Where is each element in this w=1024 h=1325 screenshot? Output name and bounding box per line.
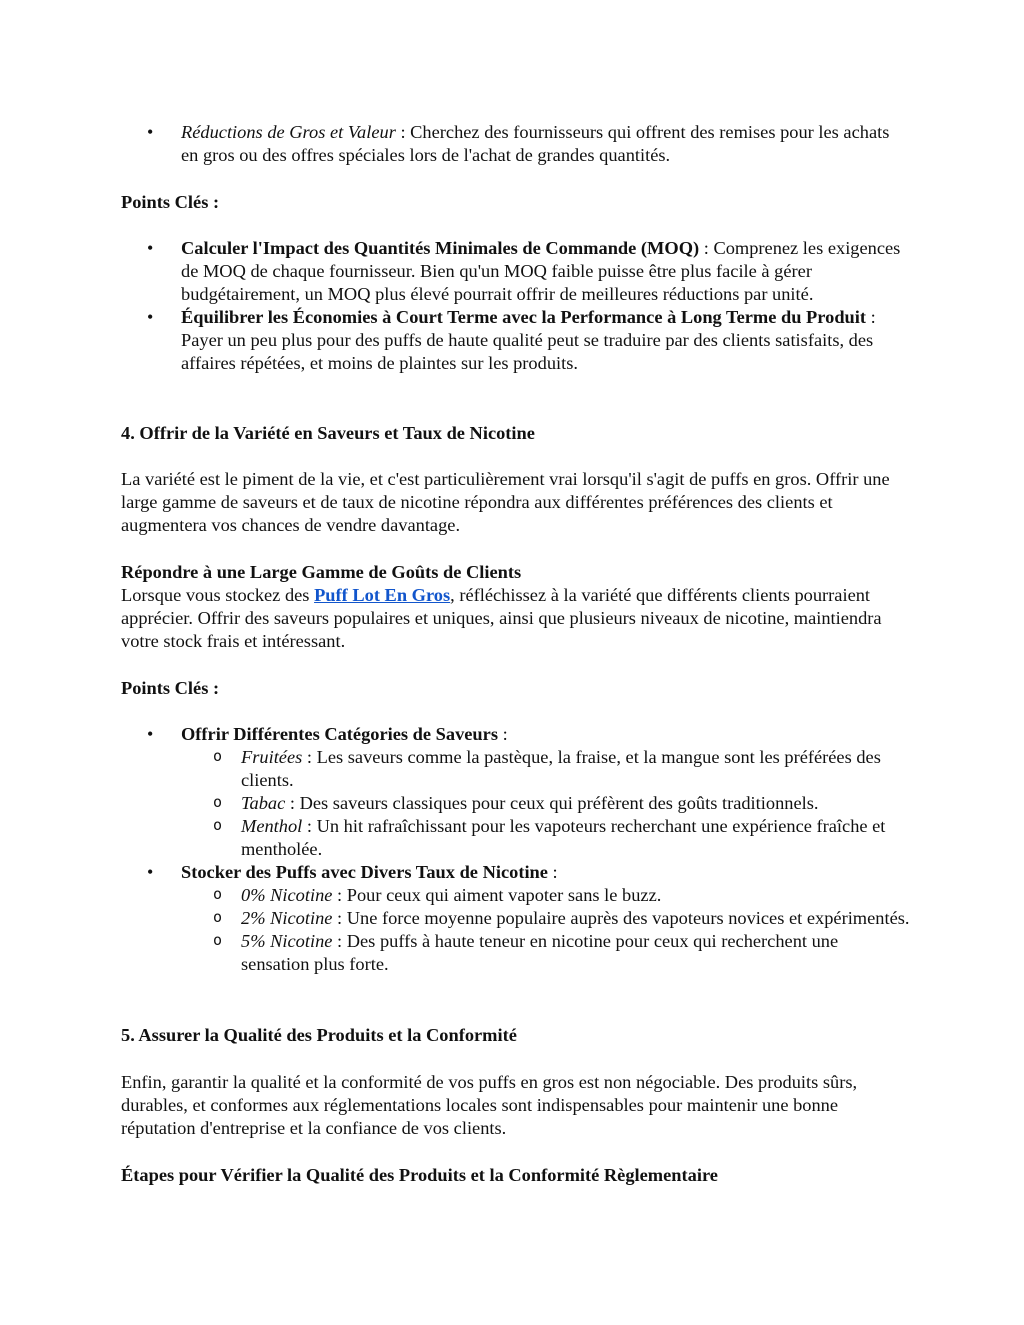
list-item-bulk-discount bbox=[181, 121, 911, 167]
sub-term: Fruitées bbox=[241, 747, 303, 767]
sublist-item-tobacco bbox=[241, 792, 911, 815]
sub-text: : Pour ceux qui aiment vapoter sans le buzz. bbox=[332, 885, 662, 905]
bullet-text: : Cherchez des fournisseurs qui offrent des remises pour les achats en gros ou des offres spéciales lors de l'achat de grandes quantités. bbox=[181, 122, 890, 165]
sub-term: 5% Nicotine bbox=[241, 931, 333, 951]
sub-text: : Des saveurs classiques pour ceux qui préfèrent des goûts traditionnels. bbox=[285, 793, 819, 813]
sub-text: : Une force moyenne populaire auprès des vapoteurs novices et expérimentés. bbox=[332, 908, 910, 928]
sub-term: 2% Nicotine bbox=[241, 908, 333, 928]
bulk-discount-list bbox=[181, 121, 911, 167]
section-5-intro: Enfin, garantir la qualité et la conformité de vos puffs en gros est non négociable. Des produits sûrs, durables, et conformes aux réglementations locales sont indispensables pour maintenir une bonne réputation d'entreprise et la confiance de vos clients. bbox=[121, 1072, 858, 1138]
section-5-heading: 5. Assurer la Qualité des Produits et la Conformité bbox=[121, 1025, 517, 1045]
section-4-heading: 4. Offrir de la Variété en Saveurs et Taux de Nicotine bbox=[121, 423, 535, 443]
list-item-flavor-categories bbox=[181, 723, 911, 861]
bullet-text: : Payer un peu plus pour des puffs de haute qualité peut se traduire par des clients satisfaits, des affaires répétées, et moins de plaintes sur les produits. bbox=[181, 307, 876, 373]
sublist-item-menthol bbox=[241, 815, 911, 861]
bullet-text: : Comprenez les exigences de MOQ de chaque fournisseur. Bien qu'un MOQ faible puisse être plus facile à gérer budgétairement, un MOQ plus élevé pourrait offrir de meilleures réductions par unité. bbox=[181, 238, 901, 304]
sub-text: : Les saveurs comme la pastèque, la fraise, et la mangue sont les préférées des clients. bbox=[241, 747, 881, 790]
section-4-subheading: Répondre à une Large Gamme de Goûts de Clients bbox=[121, 562, 522, 582]
section-5-subheading: Étapes pour Vérifier la Qualité des Produits et la Conformité Règlementaire bbox=[121, 1165, 718, 1185]
nicotine-sublist bbox=[181, 884, 911, 976]
list-item-moq bbox=[181, 237, 911, 306]
section-4-intro: La variété est le piment de la vie, et c'est particulièrement vrai lorsqu'il s'agit de puffs en gros. Offrir une large gamme de saveurs et de taux de nicotine répondra aux différentes préférences des clients et augmentera vos chances de vendre davantage. bbox=[121, 469, 890, 535]
paragraph-text-before-link: Lorsque vous stockez des bbox=[121, 585, 315, 605]
bullet-title: Équilibrer les Économies à Court Terme avec la Performance à Long Terme du Produit bbox=[181, 307, 867, 327]
sub-term: Tabac bbox=[241, 793, 286, 813]
sub-term: 0% Nicotine bbox=[241, 885, 333, 905]
paragraph-text-after-link: , réfléchissez à la variété que différents clients pourraient apprécier. Offrir des saveurs populaires et uniques, ainsi que plusieurs niveaux de nicotine, maintiendra votre stock frais et intéressant. bbox=[121, 585, 882, 651]
key-points-list-1 bbox=[181, 237, 911, 375]
bullet-text: : bbox=[547, 862, 558, 882]
sublist-item-0-nicotine bbox=[241, 884, 911, 907]
puff-lot-en-gros-link[interactable]: Puff Lot En Gros bbox=[314, 585, 451, 605]
bullet-text: : bbox=[497, 724, 508, 744]
sub-text: : Un hit rafraîchissant pour les vapoteurs recherchant une expérience fraîche et mentholée. bbox=[241, 816, 886, 859]
bullet-title: Calculer l'Impact des Quantités Minimales de Commande (MOQ) bbox=[181, 238, 700, 258]
key-points-heading-1: Points Clés : bbox=[121, 192, 220, 212]
sub-text: : Des puffs à haute teneur en nicotine pour ceux qui recherchent une sensation plus forte. bbox=[241, 931, 839, 974]
section-4-paragraph bbox=[121, 584, 911, 653]
bullet-title: Offrir Différentes Catégories de Saveurs bbox=[181, 724, 498, 744]
bullet-title: Réductions de Gros et Valeur bbox=[181, 122, 396, 142]
sublist-item-5-nicotine bbox=[241, 930, 911, 976]
sublist-item-2-nicotine bbox=[241, 907, 911, 930]
list-item-nicotine-levels bbox=[181, 861, 911, 976]
bullet-title: Stocker des Puffs avec Divers Taux de Nicotine bbox=[181, 862, 548, 882]
list-item-balance-savings bbox=[181, 306, 911, 375]
key-points-list-2 bbox=[181, 723, 911, 976]
sublist-item-fruity bbox=[241, 746, 911, 792]
sub-term: Menthol bbox=[241, 816, 303, 836]
key-points-heading-2: Points Clés : bbox=[121, 678, 220, 698]
flavor-sublist bbox=[181, 746, 911, 861]
